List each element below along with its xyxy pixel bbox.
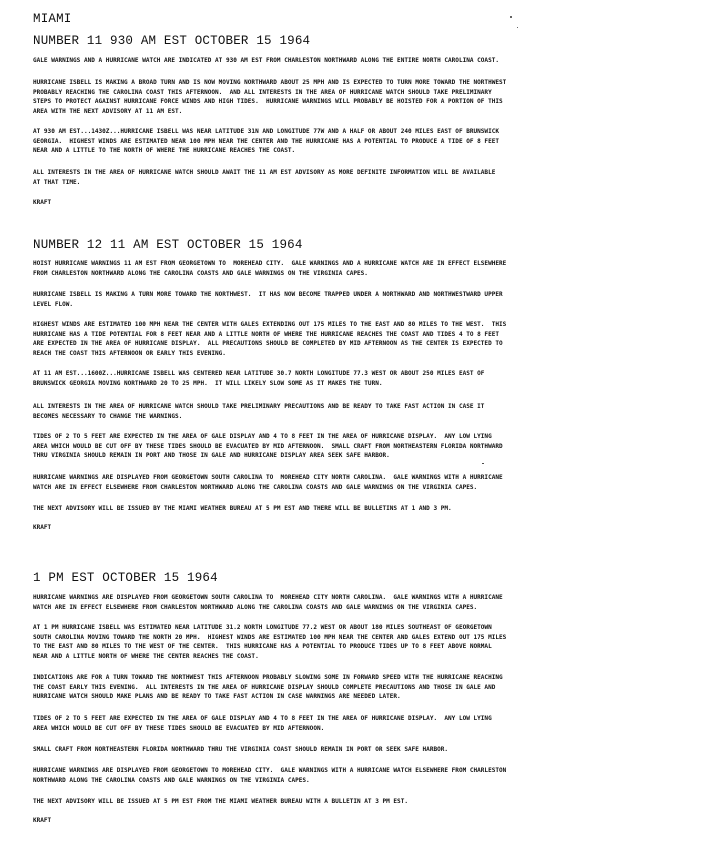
bulletin-signature: KRAFT [33, 817, 52, 824]
advisory-heading-11: NUMBER 11 930 AM EST OCTOBER 15 1964 [33, 34, 311, 48]
advisory-12-paragraph-2: HURRICANE ISBELL IS MAKING A TURN MORE TOWARD THE NORTHWEST. IT HAS NOW BECOME TRAPPED UNDER A NORTHWARD AND NORTHWESTWARD UPPER LEVEL FLOW. [33, 291, 503, 308]
advisory-12-signature: KRAFT [33, 524, 52, 531]
advisory-12-paragraph-3: HIGHEST WINDS ARE ESTIMATED 100 MPH NEAR THE CENTER WITH GALES EXTENDING OUT 175 MILES TO THE EAST AND 80 MILES TO THE WEST. THIS HURRICANE HAS A TIDE POTENTIAL FOR 8 FEET NEAR AND A LITTLE NORTH OF WHERE THE HURRICANE REACHES THE COAST AND TIDES 4 TO 8 FEET ARE EXPECTED IN THE AREA OF HURRICANE DISPLAY. ALL PRECAUTIONS SHOULD BE COMPLETED BY MID AFTERNOON AS THE CENTER IS EXPECTED TO REACH THE COAST THIS AFTERNOON OR EARLY THIS EVENING. [33, 321, 507, 357]
advisory-11-paragraph-2: HURRICANE ISBELL IS MAKING A BROAD TURN AND IS NOW MOVING NORTHWARD ABOUT 25 MPH AND IS EXPECTED TO TURN MORE TOWARD THE NORTHWEST PROBABLY REACHING THE CAROLINA COAST THIS AFTERNOON. AND ALL INTERESTS IN THE AREA OF HURRICANE WATCH SHOULD TAKE PRELIMINARY STEPS TO PROTECT AGAINST HURRICANE FORCE WINDS AND HIGH TIDES. HURRICANE WARNINGS WILL PROBABLY BE HOISTED FOR A PORTION OF THIS AREA WITH THE NEXT ADVISORY AT 11 AM EST. [33, 79, 507, 115]
advisory-11-signature: KRAFT [33, 199, 52, 206]
advisory-heading-12: NUMBER 12 11 AM EST OCTOBER 15 1964 [33, 238, 303, 252]
bulletin-paragraph-4: TIDES OF 2 TO 5 FEET ARE EXPECTED IN THE AREA OF GALE DISPLAY AND 4 TO 8 FEET IN THE AREA OF HURRICANE DISPLAY. ANY LOW LYING AREA WHICH WOULD BE CUT OFF BY THESE TIDES SHOULD BE EVACUATED BY MID AFTERNOON. [33, 715, 492, 732]
office-title: MIAMI [33, 12, 72, 26]
bulletin-heading-1pm: 1 PM EST OCTOBER 15 1964 [33, 571, 218, 585]
advisory-11-paragraph-1: GALE WARNINGS AND A HURRICANE WATCH ARE INDICATED AT 930 AM EST FROM CHARLESTON NORTHWARD ALONG THE ENTIRE NORTH CAROLINA COAST. [33, 57, 499, 64]
scan-speck [517, 27, 518, 28]
advisory-12-paragraph-1: HOIST HURRICANE WARNINGS 11 AM EST FROM GEORGETOWN TO MOREHEAD CITY. GALE WARNINGS AND A HURRICANE WATCH ARE IN EFFECT ELSEWHERE FROM CHARLESTON NORTHWARD ALONG THE CAROLINA COASTS AND GALE WARNINGS ON THE VIRGINIA CAPES. [33, 260, 507, 277]
bulletin-paragraph-6: HURRICANE WARNINGS ARE DISPLAYED FROM GEORGETOWN TO MOREHEAD CITY. GALE WARNINGS WITH A HURRICANE WATCH ELSEWHERE FROM CHARLESTON NORTHWARD ALONG THE CAROLINA COASTS AND GALE WARNINGS ON THE VIRGINIA CAPES. [33, 767, 507, 784]
scan-speck [510, 16, 512, 18]
bulletin-paragraph-3: INDICATIONS ARE FOR A TURN TOWARD THE NORTHWEST THIS AFTERNOON PROBABLY SLOWING SOME IN FORWARD SPEED WITH THE HURRICANE REACHING THE COAST EARLY THIS EVENING. ALL INTERESTS IN THE AREA OF HURRICANE DISPLAY SHOULD COMPLETE PRECAUTIONS AND THOSE IN GALE AND HURRICANE WATCH SHOULD MAKE PLANS AND BE READY TO TAKE FAST ACTION IN CASE WARNINGS ARE NEEDED LATER. [33, 674, 503, 701]
scan-speck [482, 463, 484, 464]
bulletin-paragraph-7: THE NEXT ADVISORY WILL BE ISSUED AT 5 PM EST FROM THE MIAMI WEATHER BUREAU WITH A BULLETIN AT 3 PM EST. [33, 798, 408, 805]
advisory-12-paragraph-6: TIDES OF 2 TO 5 FEET ARE EXPECTED IN THE AREA OF GALE DISPLAY AND 4 TO 8 FEET IN THE AREA OF HURRICANE DISPLAY. ANY LOW LYING AREA WHICH WOULD BE CUT OFF BY THESE TIDES SHOULD BE EVACUATED BY MID AFTERNOON. SMALL CRAFT FROM NORTHEASTERN FLORIDA NORTHWARD THRU VIRGINIA SHOULD REMAIN IN PORT AND THOSE IN GALE AND HURRICANE DISPLAY AREA SEEK SAFE HARBOR. [33, 433, 503, 460]
bulletin-paragraph-5: SMALL CRAFT FROM NORTHEASTERN FLORIDA NORTHWARD THRU THE VIRGINIA COAST SHOULD REMAIN IN PORT OR SEEK SAFE HARBOR. [33, 746, 449, 753]
bulletin-paragraph-1: HURRICANE WARNINGS ARE DISPLAYED FROM GEORGETOWN SOUTH CAROLINA TO MOREHEAD CITY NORTH CAROLINA. GALE WARNINGS WITH A HURRICANE WATCH ARE IN EFFECT ELSEWHERE FROM CHARLESTON NORTHWARD ALONG THE CAROLINA COASTS AND GALE WARNINGS ON THE VIRGINIA CAPES. [33, 594, 503, 611]
advisory-11-paragraph-4: ALL INTERESTS IN THE AREA OF HURRICANE WATCH SHOULD AWAIT THE 11 AM EST ADVISORY AS MORE DEFINITE INFORMATION WILL BE AVAILABLE AT THAT TIME. [33, 169, 496, 186]
advisory-11-paragraph-3: AT 930 AM EST...1430Z...HURRICANE ISBELL WAS NEAR LATITUDE 31N AND LONGITUDE 77W AND A HALF OR ABOUT 240 MILES EAST OF BRUNSWICK GEORGIA. HIGHEST WINDS ARE ESTIMATED NEAR 100 MPH NEAR THE CENTER AND THE HURRICANE HAS A POTENTIAL TO PRODUCE A TIDE OF 8 FEET NEAR AND A LITTLE TO THE NORTH OF WHERE THE HURRICANE REACHES THE COAST. [33, 128, 499, 155]
advisory-12-paragraph-7: HURRICANE WARNINGS ARE DISPLAYED FROM GEORGETOWN SOUTH CAROLINA TO MOREHEAD CITY NORTH CAROLINA. GALE WARNINGS WITH A HURRICANE WATCH ARE IN EFFECT ELSEWHERE FROM CHARLESTON NORTHWARD ALONG THE CAROLINA COASTS AND GALE WARNINGS ON THE VIRGINIA CAPES. [33, 474, 503, 491]
advisory-12-paragraph-4: AT 11 AM EST...1600Z...HURRICANE ISBELL WAS CENTERED NEAR LATITUDE 30.7 NORTH LONGITUDE 77.3 WEST OR ABOUT 250 MILES EAST OF BRUNSWICK GEORGIA MOVING NORTHWARD 20 TO 25 MPH. IT WILL LIKELY SLOW SOME AS IT MAKES THE TURN. [33, 370, 485, 387]
bulletin-paragraph-2: AT 1 PM HURRICANE ISBELL WAS ESTIMATED NEAR LATITUDE 31.2 NORTH LONGITUDE 77.2 WEST OR ABOUT 180 MILES SOUTHEAST OF GEORGETOWN SOUTH CAROLINA MOVING TOWARD THE NORTH 20 MPH. HIGHEST WINDS ARE ESTIMATED 100 MPH NEAR THE CENTER AND GALES EXTEND OUT 175 MILES TO THE EAST AND 80 MILES TO THE WEST OF THE CENTER. THIS HURRICANE HAS A POTENTIAL TO PRODUCE TIDES UP TO 8 FEET ABOVE NORMAL NEAR AND A LITTLE NORTH OF WHERE THE CENTER REACHES THE COAST. [33, 624, 507, 660]
advisory-12-paragraph-5: ALL INTERESTS IN THE AREA OF HURRICANE WATCH SHOULD TAKE PRELIMINARY PRECAUTIONS AND BE READY TO TAKE FAST ACTION IN CASE IT BECOMES NECESSARY TO CHANGE THE WARNINGS. [33, 403, 485, 420]
advisory-12-paragraph-8: THE NEXT ADVISORY WILL BE ISSUED BY THE MIAMI WEATHER BUREAU AT 5 PM EST AND THERE WILL BE BULLETINS AT 1 AND 3 PM. [33, 505, 452, 512]
